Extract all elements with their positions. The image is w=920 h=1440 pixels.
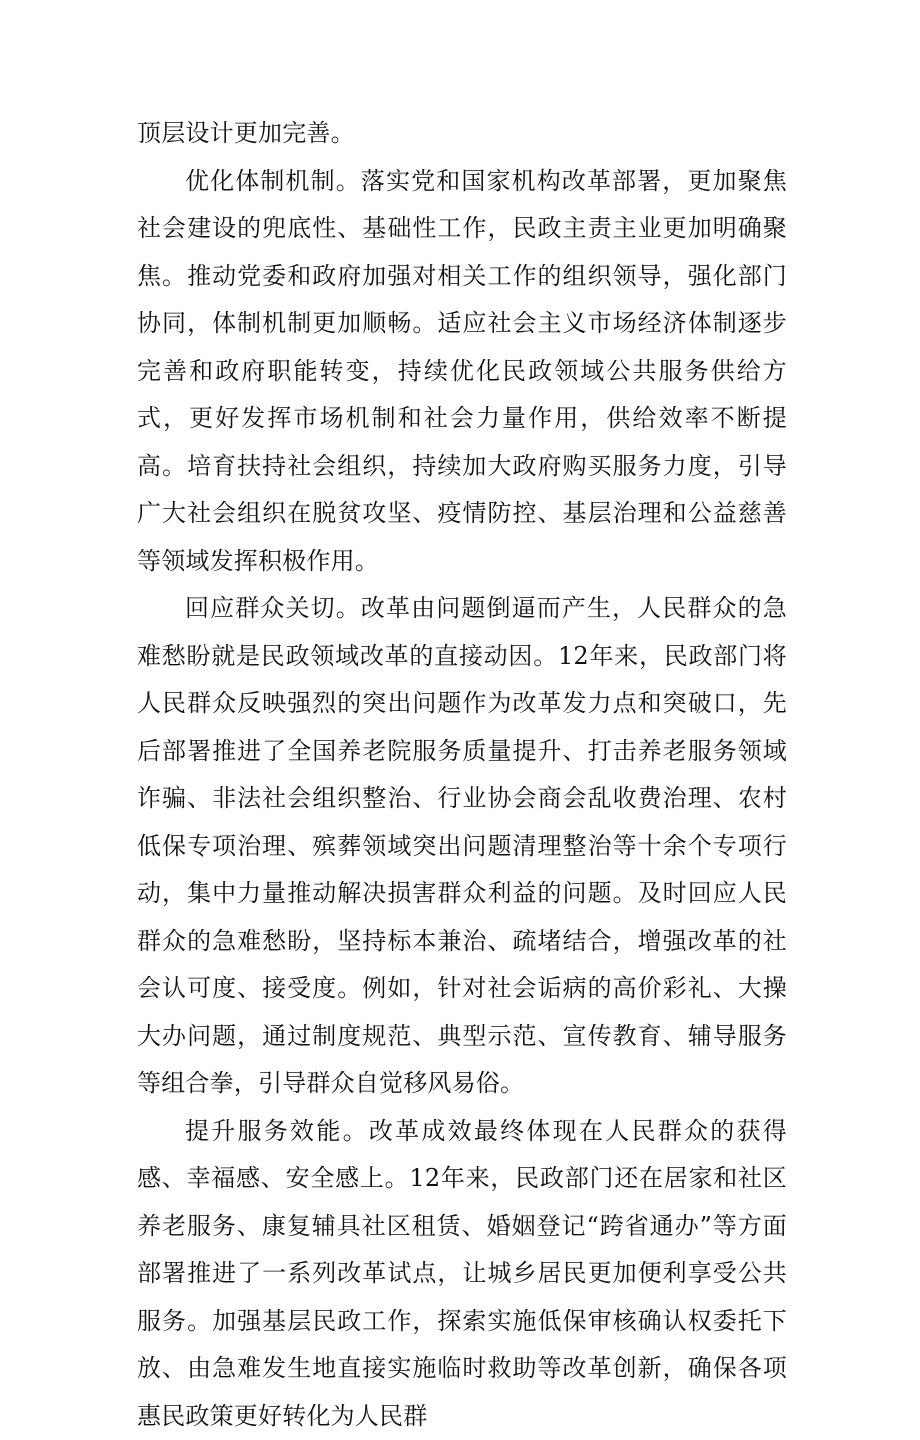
paragraph-top-design: 顶层设计更加完善。 bbox=[137, 110, 787, 158]
paragraph-optimize-system: 优化体制机制。落实党和国家机构改革部署，更加聚焦社会建设的兜底性、基础性工作，民政主责主业更加明确聚焦。推动党委和政府加强对相关工作的组织领导，强化部门协同，体制机制更加顺畅。适应社会主义市场经济体制逐步完善和政府职能转变，持续优化民政领域公共服务供给方式，更好发挥市场机制和社会力量作用，供给效率不断提高。培育扶持社会组织，持续加大政府购买服务力度，引导广大社会组织在脱贫攻坚、疫情防控、基层治理和公益慈善等领域发挥积极作用。 bbox=[137, 158, 787, 586]
document-body bbox=[137, 110, 787, 1440]
paragraph-respond-concerns: 回应群众关切。改革由问题倒逼而产生，人民群众的急难愁盼就是民政领域改革的直接动因。12年来，民政部门将人民群众反映强烈的突出问题作为改革发力点和突破口，先后部署推进了全国养老院服务质量提升、打击养老服务领域诈骗、非法社会组织整治、行业协会商会乱收费治理、农村低保专项治理、殡葬领域突出问题清理整治等十余个专项行动，集中力量推动解决损害群众利益的问题。及时回应人民群众的急难愁盼，坚持标本兼治、疏堵结合，增强改革的社会认可度、接受度。例如，针对社会诟病的高价彩礼、大操大办问题，通过制度规范、典型示范、宣传教育、辅导服务等组合拳，引导群众自觉移风易俗。 bbox=[137, 585, 787, 1108]
paragraph-improve-service: 提升服务效能。改革成效最终体现在人民群众的获得感、幸福感、安全感上。12年来，民政部门还在居家和社区养老服务、康复辅具社区租赁、婚姻登记“跨省通办”等方面部署推进了一系列改革试点，让城乡居民更加便利享受公共服务。加强基层民政工作，探索实施低保审核确认权委托下放、由急难发生地直接实施临时救助等改革创新，确保各项惠民政策更好转化为人民群 bbox=[137, 1108, 787, 1440]
